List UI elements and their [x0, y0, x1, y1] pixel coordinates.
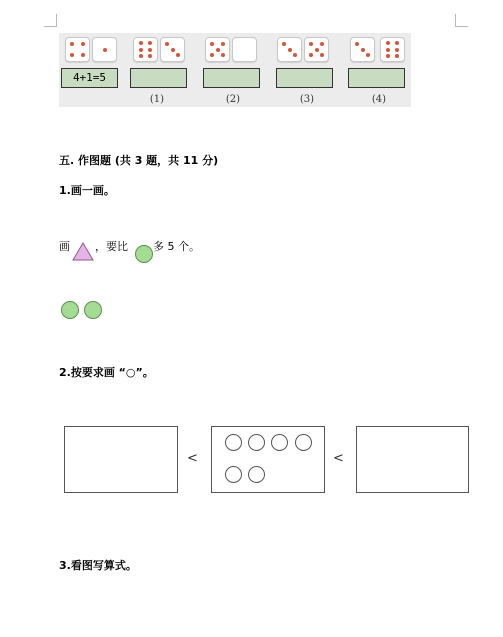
die-pip [282, 42, 286, 46]
die-pip [221, 42, 225, 46]
hollow-circle-icon [295, 434, 312, 451]
drawing-box-left[interactable] [64, 426, 178, 493]
die-face [92, 37, 117, 62]
die-face [304, 37, 329, 62]
sub-label-3: (3) [299, 94, 315, 105]
die-face [65, 37, 90, 62]
triangle-icon [72, 242, 94, 261]
die-pip [139, 48, 143, 52]
die-face [232, 37, 257, 62]
die-pip [210, 53, 214, 57]
die-pip [103, 48, 107, 52]
green-circle-icon [84, 301, 102, 319]
green-circle-icon [135, 245, 153, 263]
die-pip [139, 41, 143, 45]
question-2-title: 2.按要求画 “○”。 [59, 366, 154, 379]
hollow-circle-icon [248, 466, 265, 483]
green-circle-icon [61, 301, 79, 319]
answer-box-3[interactable] [276, 68, 333, 88]
die-pip [148, 41, 152, 45]
die-face [350, 37, 375, 62]
die-face [205, 37, 230, 62]
die-pip [366, 53, 370, 57]
die-pip [176, 53, 180, 57]
die-pip [309, 53, 313, 57]
hollow-circle-icon [248, 434, 265, 451]
die-pip [171, 48, 175, 52]
die-pip [216, 48, 220, 52]
hollow-circle-icon [271, 434, 288, 451]
die-face [277, 37, 302, 62]
question-1-title: 1.画一画。 [59, 184, 115, 197]
die-pip [320, 53, 324, 57]
answer-box-2[interactable] [203, 68, 260, 88]
sub-label-2: (2) [225, 94, 241, 105]
drawing-box-right[interactable] [356, 426, 469, 493]
page-corner-mark [455, 14, 468, 27]
die-pip [139, 54, 143, 58]
die-pip [148, 54, 152, 58]
die-pip [395, 54, 399, 58]
die-pip [293, 53, 297, 57]
question-1-middle: ，要比 [95, 240, 128, 253]
die-pip [81, 42, 85, 46]
die-face [380, 37, 405, 62]
die-pip [70, 42, 74, 46]
die-pip [210, 42, 214, 46]
less-than-sign: < [333, 451, 344, 466]
die-pip [309, 42, 313, 46]
die-pip [355, 42, 359, 46]
die-pip [221, 53, 225, 57]
hollow-circle-icon [225, 434, 242, 451]
die-pip [81, 53, 85, 57]
answer-box-1[interactable] [130, 68, 187, 88]
question-1-suffix: 多 5 个。 [153, 240, 200, 253]
sub-label-1: (1) [149, 94, 165, 105]
page-corner-mark [44, 14, 57, 27]
die-pip [386, 48, 390, 52]
less-than-sign: < [187, 451, 198, 466]
die-pip [386, 41, 390, 45]
hollow-circle-icon [225, 466, 242, 483]
die-pip [70, 53, 74, 57]
die-pip [165, 42, 169, 46]
die-pip [386, 54, 390, 58]
answer-box-example: 4+1=5 [61, 68, 118, 88]
question-3-title: 3.看图写算式。 [59, 559, 137, 572]
die-pip [288, 48, 292, 52]
die-pip [148, 48, 152, 52]
sub-label-4: (4) [371, 94, 387, 105]
die-pip [395, 48, 399, 52]
die-pip [361, 48, 365, 52]
question-1-prefix: 画 [59, 240, 70, 253]
die-pip [320, 42, 324, 46]
section-heading: 五. 作图题 (共 3 题，共 11 分) [59, 154, 219, 167]
die-pip [395, 41, 399, 45]
answer-box-4[interactable] [348, 68, 405, 88]
die-face [133, 37, 158, 62]
die-face [160, 37, 185, 62]
die-pip [315, 48, 319, 52]
